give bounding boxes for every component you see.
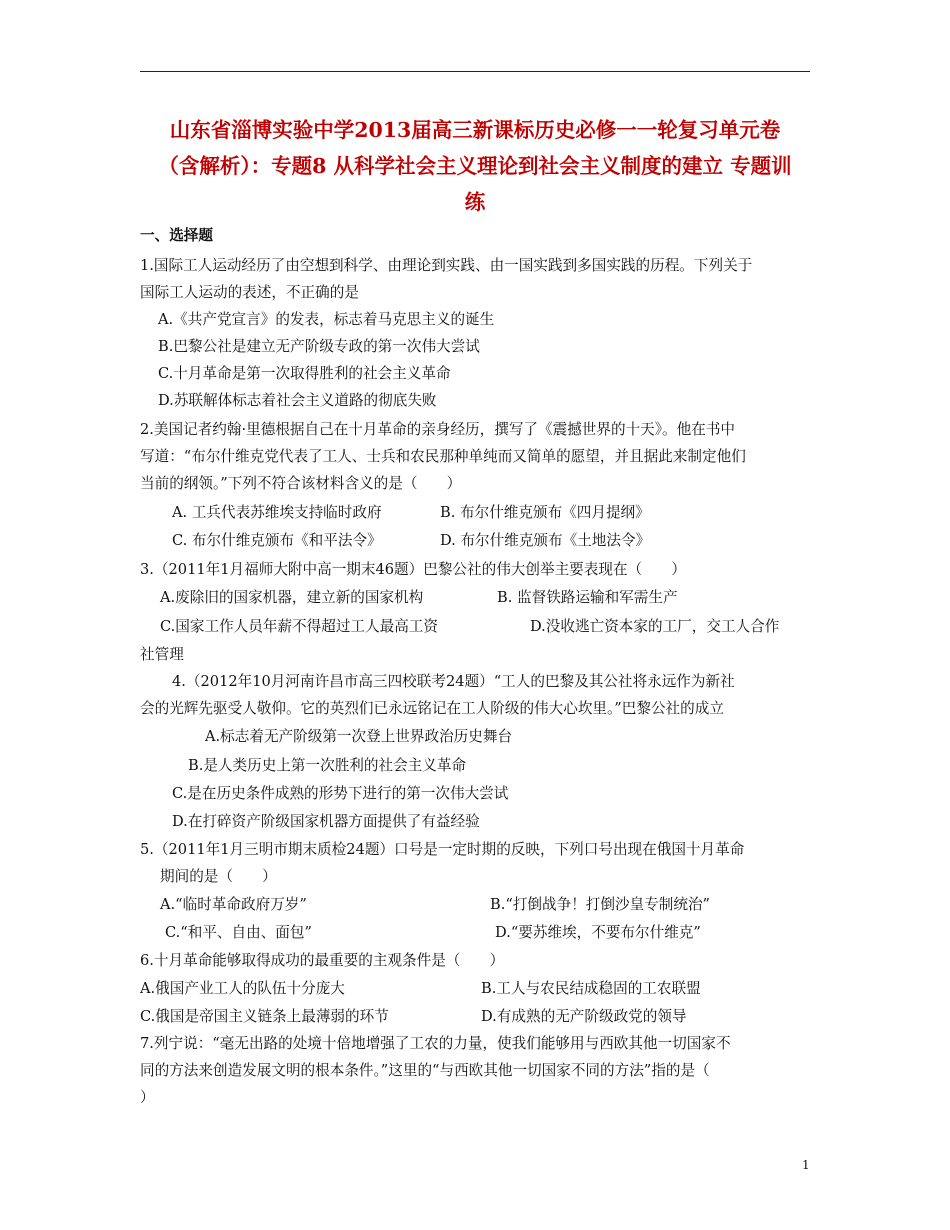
- q1-option-c: C.十月革命是第一次取得胜利的社会主义革命: [158, 365, 451, 382]
- q6-stem-line-1: 6.十月革命能够取得成功的最重要的主观条件是（ ）: [140, 952, 505, 969]
- q6-option-c: C.俄国是帝国主义链条上最薄弱的环节: [140, 1008, 389, 1025]
- q5-option-b: B.“打倒战争！打倒沙皇专制统治”: [490, 896, 711, 913]
- q3-option-b: B. 监督铁路运输和军需生产: [497, 589, 678, 606]
- q2-stem-line-2: 写道：“布尔什维克党代表了工人、士兵和农民那种单纯而又简单的愿望，并且据此来制定他们: [140, 448, 746, 465]
- q2-option-b: B. 布尔什维克颁布《四月提纲》: [440, 504, 650, 521]
- q5-stem-line-2: 期间的是（ ）: [160, 868, 277, 885]
- q2-stem-line-3: 当前的纲领。”下列不符合该材料含义的是（ ）: [140, 475, 462, 492]
- q3-option-d: D.没收逃亡资本家的工厂，交工人合作: [530, 618, 780, 635]
- q2-stem-line-1: 2.美国记者约翰·里德根据自己在十月革命的亲身经历，撰写了《震撼世界的十天》。他在书中: [140, 421, 736, 438]
- q3-option-c: C.国家工作人员年薪不得超过工人最高工资: [160, 618, 438, 635]
- section-heading: 一、选择题: [140, 227, 213, 244]
- q4-stem-line-1: 4.（2012年10月河南许昌市高三四校联考24题）“工人的巴黎及其公社将永远作为新社: [172, 673, 735, 690]
- q4-option-a: A.标志着无产阶级第一次登上世界政治历史舞台: [205, 728, 513, 745]
- q6-option-a: A.俄国产业工人的队伍十分庞大: [140, 980, 345, 997]
- page-number: 1: [802, 1158, 810, 1172]
- q4-option-b: B.是人类历史上第一次胜利的社会主义革命: [188, 757, 467, 774]
- q3-option-a: A.废除旧的国家机器，建立新的国家机构: [160, 589, 424, 606]
- q5-option-c: C.“和平、自由、面包”: [165, 924, 312, 941]
- q4-option-c: C.是在历史条件成熟的形势下进行的第一次伟大尝试: [172, 785, 509, 802]
- q6-option-b: B.工人与农民结成稳固的工农联盟: [481, 980, 701, 997]
- q1-option-d: D.苏联解体标志着社会主义道路的彻底失败: [158, 392, 437, 409]
- q1-option-b: B.巴黎公社是建立无产阶级专政的第一次伟大尝试: [158, 338, 480, 355]
- header-rule: [140, 71, 810, 72]
- q3-stem-line-1: 3.（2011年1月福师大附中高一期末46题）巴黎公社的伟大创举主要表现在（ ）: [140, 561, 686, 578]
- title-line-2: （含解析）：专题8 从科学社会主义理论到社会主义制度的建立 专题训: [158, 154, 792, 178]
- q2-option-c: C. 布尔什维克颁布《和平法令》: [172, 532, 382, 549]
- q4-stem-line-2: 会的光辉先驱受人敬仰。它的英烈们已永远铭记在工人阶级的伟大心坎里。”巴黎公社的成立: [140, 700, 724, 717]
- q7-stem-line-1: 7.列宁说：“毫无出路的处境十倍地增强了工农的力量，使我们能够用与西欧其他一切国家不: [140, 1035, 731, 1052]
- q6-option-d: D.有成熟的无产阶级政党的领导: [481, 1008, 687, 1025]
- q1-stem-line-1: 1.国际工人运动经历了由空想到科学、由理论到实践、由一国实践到多国实践的历程。下列关于: [140, 257, 753, 274]
- document-title: [140, 112, 810, 220]
- q7-stem-line-3: ）: [140, 1089, 155, 1106]
- title-line-1: 山东省淄博实验中学2013届高三新课标历史必修一一轮复习单元卷: [169, 118, 781, 142]
- q7-stem-line-2: 同的方法来创造发展文明的根本条件。”这里的“与西欧其他一切国家不同的方法”指的是（: [140, 1062, 710, 1079]
- q5-stem-line-1: 5.（2011年1月三明市期末质检24题）口号是一定时期的反映，下列口号出现在俄国十月革命: [140, 841, 745, 858]
- q3-option-d-cont: 社管理: [140, 646, 184, 663]
- title-line-3: 练: [464, 190, 486, 214]
- q1-stem-line-2: 国际工人运动的表述，不正确的是: [140, 284, 359, 301]
- q5-option-d: D.“要苏维埃，不要布尔什维克”: [495, 924, 701, 941]
- q1-option-a: A.《共产党宣言》的发表，标志着马克思主义的诞生: [158, 311, 495, 328]
- q2-option-d: D. 布尔什维克颁布《土地法令》: [440, 532, 651, 549]
- q4-option-d: D.在打碎资产阶级国家机器方面提供了有益经验: [172, 813, 480, 830]
- q5-option-a: A.“临时革命政府万岁”: [160, 896, 307, 913]
- q2-option-a: A. 工兵代表苏维埃支持临时政府: [172, 504, 382, 521]
